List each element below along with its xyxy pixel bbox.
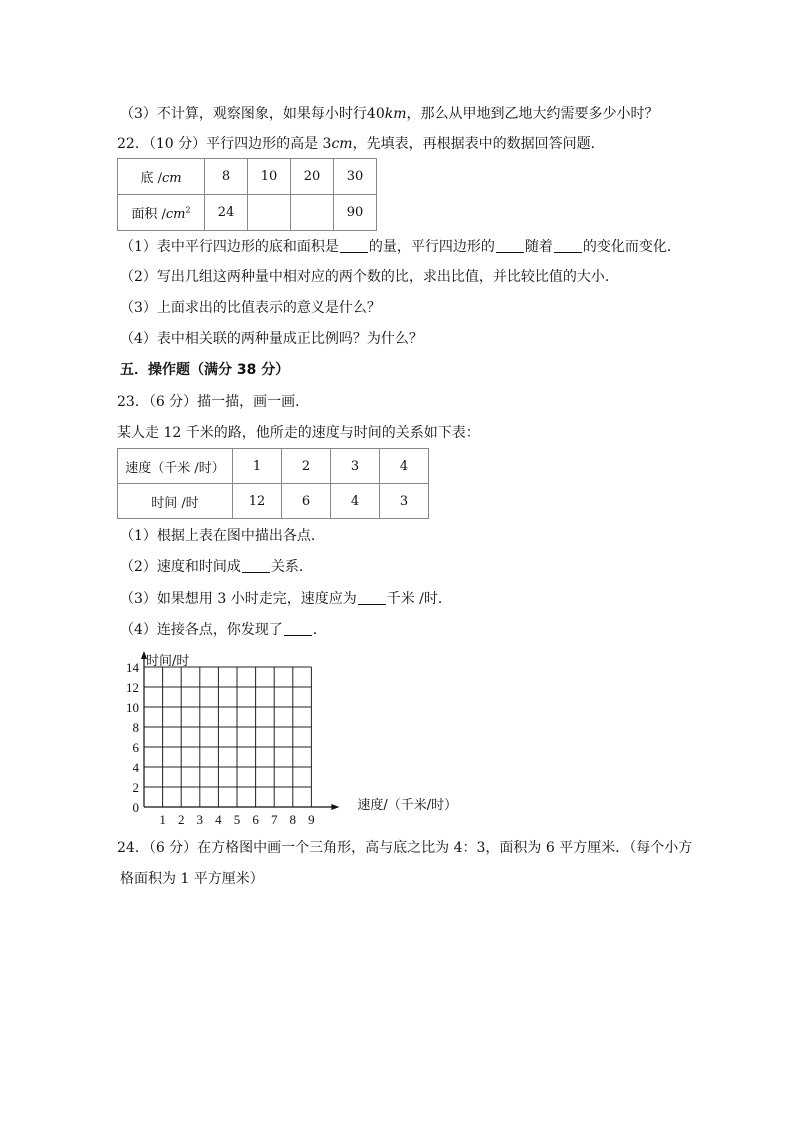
chart-tick-labels <box>126 660 315 827</box>
q22-intro-value: 3 <box>322 136 332 152</box>
answer-blank[interactable] <box>496 238 524 253</box>
q21-sub3-suffix: ，那么从甲地到乙地大约需要多少小时？ <box>406 106 659 122</box>
y-tick-label: 2 <box>132 780 139 795</box>
y-tick-label: 8 <box>132 720 139 735</box>
table-cell: 1 <box>233 449 282 484</box>
table-cell[interactable] <box>291 195 334 231</box>
x-tick-label: 1 <box>159 812 166 827</box>
q21-sub3-prefix: （3）不计算，观察图象，如果每小时行 <box>120 106 367 122</box>
table-cell: 30 <box>334 159 377 195</box>
q23-sub3-b: 千米 /时． <box>386 591 452 607</box>
x-tick-label: 4 <box>215 812 222 827</box>
table-cell: 3 <box>380 484 429 519</box>
table-cell: 6 <box>282 484 331 519</box>
label-sup: 2 <box>185 205 191 215</box>
y-tick-label: 4 <box>132 760 139 775</box>
table-row <box>118 195 377 231</box>
answer-blank[interactable] <box>242 558 270 573</box>
q23-sub4 <box>120 620 327 640</box>
label-unit: cm <box>161 171 182 186</box>
table-cell: 4 <box>380 449 429 484</box>
q23-sub3-a: （3）如果想用 3 小时走完，速度应为 <box>120 591 357 607</box>
label-unit: cm <box>165 207 186 222</box>
x-tick-label: 7 <box>270 812 278 827</box>
answer-blank[interactable] <box>358 590 386 605</box>
chart-gridlines <box>144 667 311 807</box>
x-tick-label: 8 <box>289 812 297 827</box>
q23-sub2-b: 关系． <box>270 559 313 575</box>
q23-sub2 <box>120 557 313 577</box>
x-tick-label: 9 <box>308 812 315 827</box>
q22-intro-prefix: 22．（10 分）平行四边形的高是 <box>117 136 323 152</box>
q23-table <box>117 448 429 519</box>
y-tick-label: 10 <box>126 700 139 715</box>
q23-sub3 <box>120 589 452 609</box>
q23-sub4-a: （4）连接各点，你发现了 <box>120 622 283 638</box>
q22-row1-label <box>118 159 205 195</box>
table-cell: 4 <box>331 484 380 519</box>
chart-x-label: 速度/（千米/时） <box>357 798 458 813</box>
label-text: 面积 / <box>131 207 166 222</box>
table-cell: 90 <box>334 195 377 231</box>
q23-intro: 23．（6 分）描一描，画一画． <box>117 394 310 410</box>
table-cell: 3 <box>331 449 380 484</box>
table-cell: 20 <box>291 159 334 195</box>
q21-sub3 <box>120 104 659 124</box>
q23-sub1: （1）根据上表在图中描出各点． <box>120 528 325 544</box>
table-row <box>118 484 429 519</box>
q24-line1: 24．（6 分）在方格图中画一个三角形，高与底之比为 4：3，面积为 6 平方厘米．（每个小方 <box>117 840 693 856</box>
q22-sub1-b: 的量，平行四边形的 <box>368 239 495 255</box>
q22-sub3: （3）上面求出的比值表示的意义是什么？ <box>120 300 381 316</box>
answer-blank[interactable] <box>554 238 582 253</box>
table-row <box>118 449 429 484</box>
q23-sub2-a: （2）速度和时间成 <box>120 559 241 575</box>
chart-axes <box>141 651 339 810</box>
q22-intro <box>117 134 605 154</box>
q22-intro-suffix: ，先填表，再根据表中的数据回答问题． <box>352 136 605 152</box>
x-tick-label: 2 <box>177 812 185 827</box>
q24-line2: 格面积为 1 平方厘米） <box>120 871 264 887</box>
q23-row2-label: 时间 /时 <box>118 484 233 519</box>
x-tick-label: 5 <box>233 812 241 827</box>
section-heading: 五．操作题（满分 38 分） <box>120 362 290 378</box>
x-axis-arrow-icon <box>331 804 339 810</box>
table-cell: 12 <box>233 484 282 519</box>
q21-sub3-value: 40 <box>366 106 385 122</box>
q22-sub1-a: （1）表中平行四边形的底和面积是 <box>120 239 339 255</box>
speed-time-grid-chart[interactable] <box>110 650 470 830</box>
table-cell: 8 <box>205 159 248 195</box>
label-text: 底 / <box>140 171 162 186</box>
table-cell: 2 <box>282 449 331 484</box>
y-tick-label: 12 <box>126 680 139 695</box>
y-tick-label: 6 <box>132 740 139 755</box>
q21-sub3-unit: km <box>384 106 407 122</box>
q23-row1-label: 速度（千米 /时） <box>118 449 233 484</box>
q23-sub4-b: ． <box>312 622 327 638</box>
table-row <box>118 159 377 195</box>
q23-desc: 某人走 12 千米的路，他所走的速度与时间的关系如下表： <box>117 425 480 441</box>
answer-blank[interactable] <box>284 621 312 636</box>
table-cell[interactable] <box>248 195 291 231</box>
y-tick-label: 0 <box>132 800 139 815</box>
q22-sub4: （4）表中相关联的两种量成正比例吗？为什么？ <box>120 331 423 347</box>
q22-sub1-c: 随着 <box>524 239 553 255</box>
x-tick-label: 3 <box>196 812 204 827</box>
answer-blank[interactable] <box>340 238 368 253</box>
x-tick-label: 6 <box>252 812 259 827</box>
q22-table <box>117 158 377 231</box>
q22-row2-label <box>118 195 205 231</box>
table-cell: 10 <box>248 159 291 195</box>
q22-sub1 <box>120 237 681 257</box>
q22-intro-unit: cm <box>331 136 353 152</box>
q22-sub1-d: 的变化而变化． <box>582 239 681 255</box>
y-tick-label: 14 <box>126 660 139 675</box>
q22-sub2: （2）写出几组这两种量中相对应的两个数的比，求出比值，并比较比值的大小． <box>120 269 619 285</box>
table-cell: 24 <box>205 195 248 231</box>
chart-y-label: 时间/时 <box>146 654 190 669</box>
